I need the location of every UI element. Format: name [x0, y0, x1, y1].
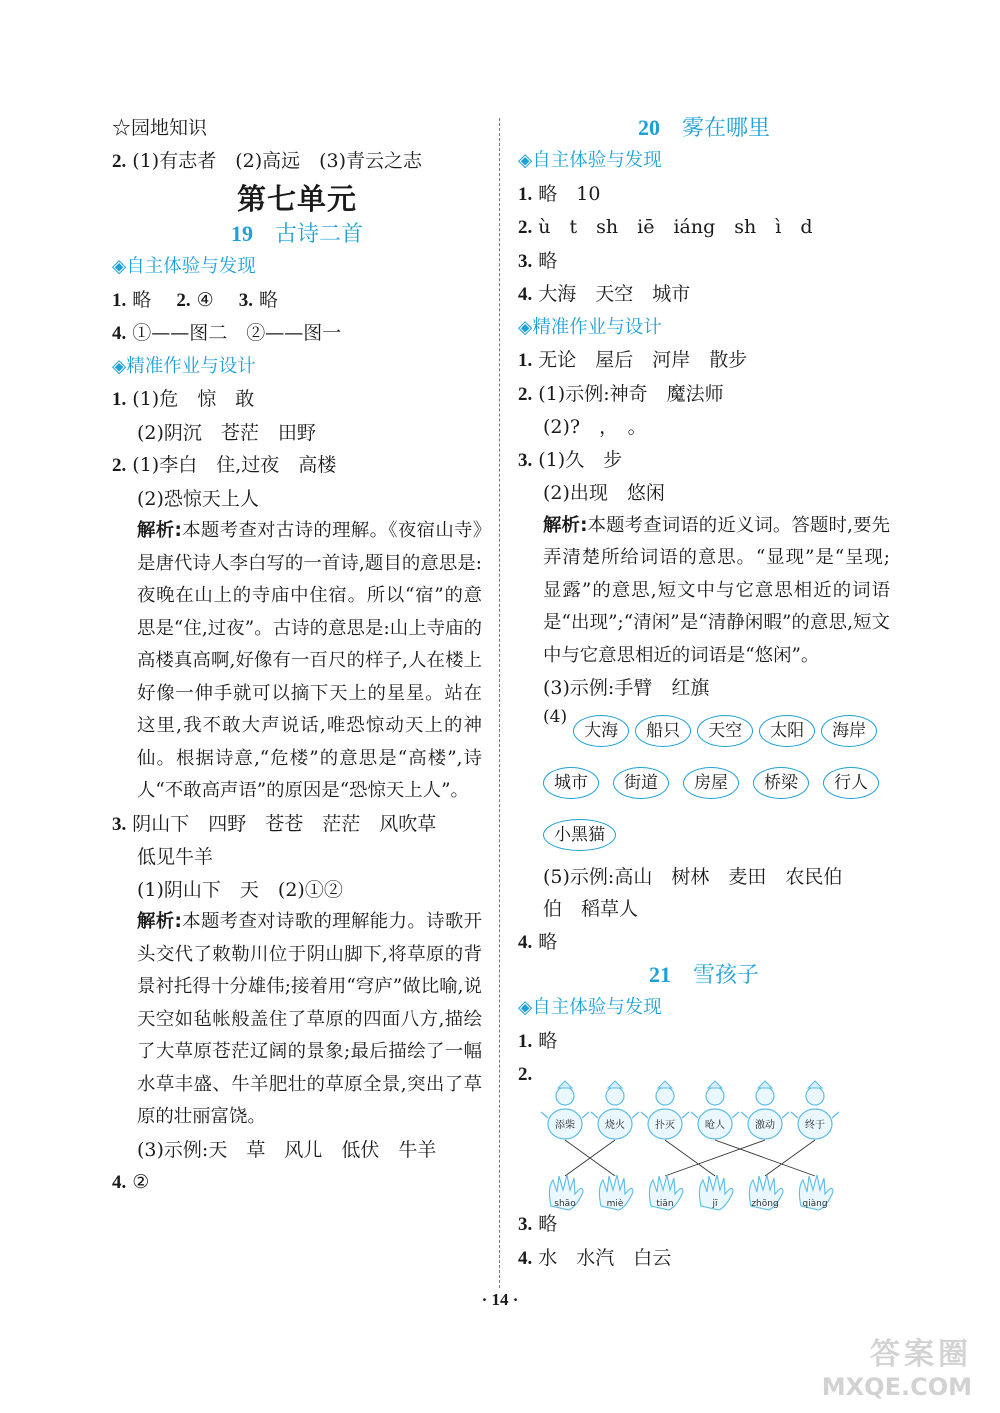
oval-word: 房屋	[683, 767, 739, 799]
section-explore-21: ◈自主体验与发现	[518, 997, 662, 1018]
lesson-19-title: 19 古诗二首	[230, 221, 363, 247]
lesson-20-title: 20 雾在哪里	[637, 115, 770, 141]
l20-e3: 3. 略	[518, 249, 558, 272]
l20-p3e: (5)示例:高山 树林 麦田 农民伯	[543, 865, 843, 888]
oval-word: 小黑猫	[543, 819, 616, 851]
snowman-word: 添柴	[555, 1120, 575, 1131]
snowman-head	[606, 1087, 624, 1105]
section-practice-20: ◈精准作业与设计	[518, 316, 662, 338]
snowman-word: 烧火	[605, 1120, 625, 1131]
explore-q4: 4. ①——图二 ②——图一	[112, 322, 342, 344]
oval-row-3	[518, 809, 890, 861]
snowman-hat	[558, 1081, 572, 1088]
snowman-head	[556, 1087, 574, 1105]
l20-p3c: (3)示例:手臂 红旗	[543, 677, 710, 699]
practice-q2b: (2)恐惊天上人	[137, 487, 259, 510]
snowman-hat	[608, 1081, 622, 1088]
snowman-head	[706, 1087, 724, 1105]
p3d-label: (4)	[543, 706, 568, 727]
oval-word: 城市	[543, 767, 599, 799]
snowman-head	[806, 1087, 824, 1105]
column-divider	[499, 118, 500, 1288]
hand-pinyin: shāo	[554, 1199, 576, 1209]
matching-line	[665, 1140, 715, 1176]
page-number: · 14 ·	[481, 1290, 519, 1309]
l20-p4: 4. 略	[518, 930, 558, 953]
snowman-word: 终于	[805, 1120, 825, 1131]
hand-pinyin: jī	[712, 1199, 718, 1209]
snowman-hat	[758, 1081, 772, 1088]
lesson-21-title: 21 雪孩子	[648, 962, 759, 988]
practice-q3c: (3)示例:天 草 风儿 低伏 牛羊	[137, 1138, 437, 1161]
practice-q3a: 3. 阴山下 四野 苍苍 茫茫 风吹草	[112, 812, 437, 835]
snowman-hat	[658, 1081, 672, 1088]
practice-q1b: (2)阴沉 苍茫 田野	[137, 421, 316, 444]
matching-line	[665, 1140, 765, 1176]
l20-p2b: (2)? ， 。	[543, 416, 647, 438]
l20-e4: 4. 大海 天空 城市	[518, 283, 691, 305]
l20-e1: 1. 略 10	[518, 182, 601, 205]
practice-q4: 4. ②	[112, 1171, 150, 1193]
snowman-hat	[708, 1081, 722, 1088]
snowman-matching-svg	[540, 1080, 840, 1220]
l20-e2: 2. ù t sh iē iáng sh ì d	[518, 216, 813, 238]
snowman-word: 呛人	[705, 1120, 725, 1131]
matching-line	[715, 1140, 815, 1176]
l20-p3a: 3. (1)久 步	[518, 448, 623, 471]
watermark-line1: 答案圈	[870, 1337, 972, 1372]
oval-word: 船只	[635, 715, 691, 747]
garden-title: ☆园地知识	[112, 117, 208, 139]
snowman-head	[656, 1087, 674, 1105]
section-explore: ◈自主体验与发现	[112, 256, 256, 277]
hand-pinyin: zhōng	[751, 1199, 779, 1209]
l20-p3e-cont: 伯 稻草人	[543, 898, 639, 920]
oval-word: 大海	[573, 715, 629, 747]
watermark-line2: MXQE.COM	[821, 1373, 972, 1401]
left-column	[112, 112, 482, 1200]
practice-q3-analysis: 解析:本题考查对诗歌的理解能力。诗歌开头交代了敕勒川位于阴山脚下,将草原的背景衬托得十分雄伟;接着用“穹庐”做比喻,说天空如毡帐般盖住了草原的四面八方,描绘了大草原苍茫辽阔的景象;最后描绘了一幅水草丰盛、牛羊肥壮的草原全景,突出了草原的壮丽富饶。	[137, 911, 482, 1127]
snowman-matching-figure	[540, 1080, 840, 1220]
practice-q3b: (1)阴山下 天 (2)①②	[137, 878, 343, 901]
snowman-head	[756, 1087, 774, 1105]
matching-line	[765, 1140, 815, 1176]
l21-s1: 1. 略	[518, 1029, 558, 1052]
hand-pinyin: qiàng	[802, 1199, 828, 1209]
oval-word: 街道	[613, 767, 669, 799]
oval-word: 桥梁	[753, 767, 809, 799]
unit-title: 第七单元	[236, 182, 357, 216]
oval-row-2	[518, 757, 890, 809]
l20-p3b: (2)出现 悠闲	[543, 482, 665, 504]
snowman-word: 扑灭	[655, 1120, 675, 1131]
practice-q2-analysis: 解析:本题考查对古诗的理解。《夜宿山寺》是唐代诗人李白写的一首诗,题目的意思是:夜晚在山上的寺庙中住宿。所以“宿”的意思是“住,过夜”。古诗的意思是:山上寺庙的高楼真高啊,好像有一百尺的样子,人在楼上好像一伸手就可以摘下天上的星星。站在这里,我不敢大声说话,唯恐惊动天上的神仙。根据诗意,“危楼”的意思是“高楼”,诗人“不敢高声语”的原因是“恐惊天上人”。	[137, 520, 482, 801]
hand-pinyin: tiān	[656, 1199, 674, 1209]
explore-q1-3: 1. 略 2. ④ 3. 略	[112, 288, 279, 311]
oval-word: 海岸	[821, 715, 877, 747]
l20-p3-analysis: 解析:本题考查词语的近义词。答题时,要先弄清楚所给词语的意思。“显现”是“呈现;显露”的意思,短文中与它意思相近的词语是“出现”;“清闲”是“清静闲暇”的意思,短文中与它意思相近的词语是“悠闲”。	[543, 514, 890, 666]
oval-word: 行人	[823, 767, 879, 799]
oval-word: 太阳	[759, 715, 815, 747]
l20-p1: 1. 无论 屋后 河岸 散步	[518, 349, 748, 371]
practice-q2a: 2. (1)李白 住,过夜 高楼	[112, 454, 337, 476]
section-practice: ◈精准作业与设计	[112, 355, 256, 377]
section-explore-20: ◈自主体验与发现	[518, 150, 662, 171]
l20-p2a: 2. (1)示例:神奇 魔法师	[518, 382, 724, 405]
hand-pinyin: miè	[606, 1199, 624, 1209]
practice-q3a-cont: 低见牛羊	[137, 846, 214, 868]
snowman-word: 激动	[755, 1120, 775, 1131]
garden-q2: 2. (1)有志者 (2)高远 (3)青云之志	[112, 149, 423, 172]
l21-s3: 3. 略	[518, 1213, 558, 1235]
oval-row-1	[518, 705, 890, 757]
watermark-logo	[822, 1329, 972, 1401]
oval-word: 天空	[697, 715, 753, 747]
l21-s2: 2.	[518, 1064, 533, 1085]
snowman-hat	[808, 1081, 822, 1088]
l21-s4: 4. 水 水汽 白云	[518, 1246, 672, 1269]
practice-q1a: 1. (1)危 惊 敢	[112, 388, 255, 410]
